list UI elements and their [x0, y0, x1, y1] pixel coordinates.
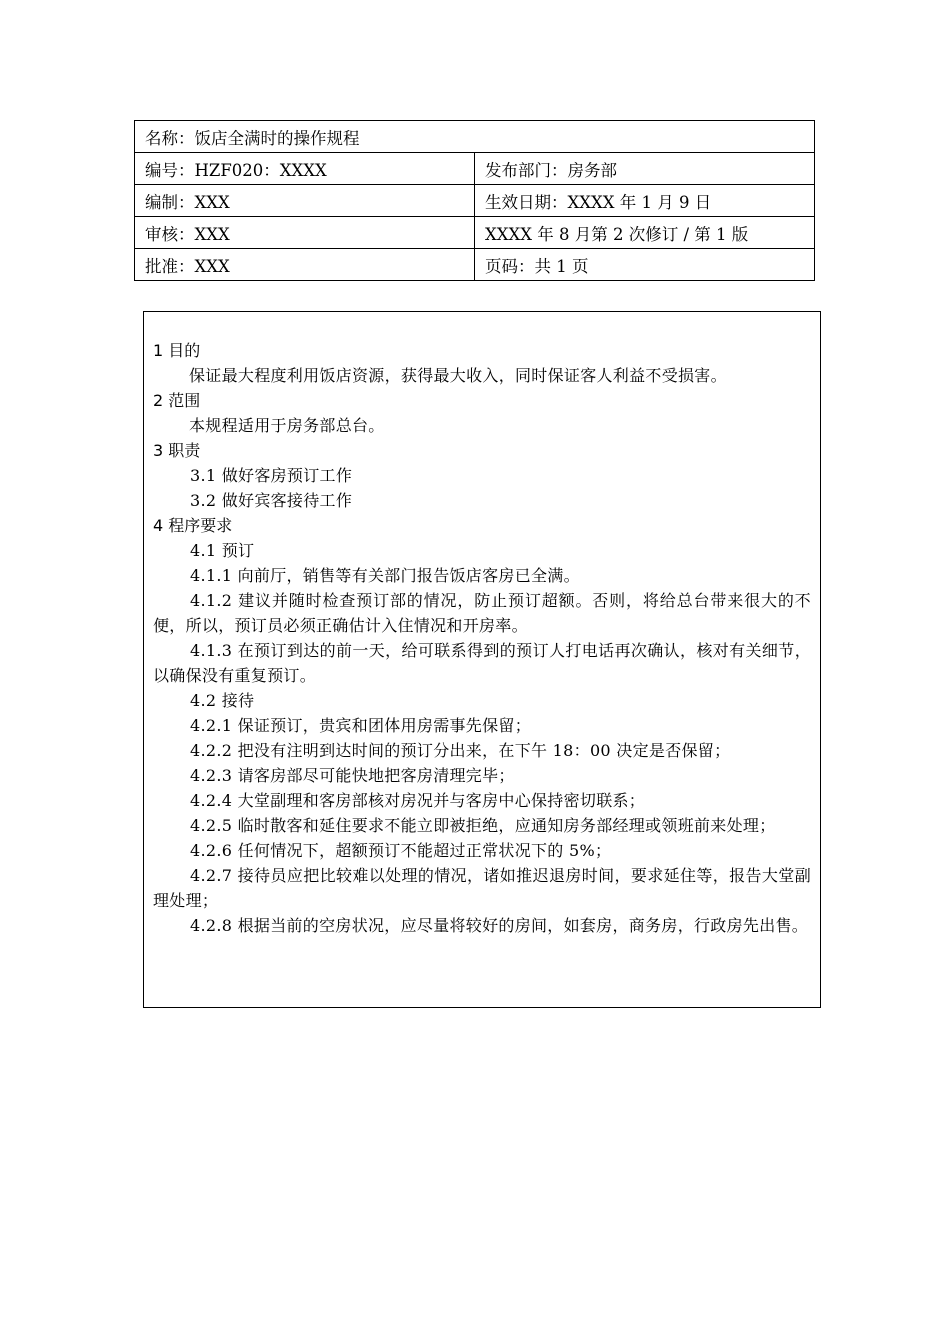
- paragraph: 4.1.2 建议并随时检查预订部的情况，防止预订超额。否则，将给总台带来很大的不便，所以，预订员必须正确估计入住情况和开房率。: [153, 591, 811, 635]
- paragraph: 4.2.4 大堂副理和客房部核对房况并与客房中心保持密切联系；: [190, 791, 646, 810]
- paragraph: 4.2.1 保证预订，贵宾和团体用房需事先保留；: [190, 716, 531, 735]
- paragraph: 本规程适用于房务部总台。: [189, 416, 385, 435]
- section-heading: 1 目的: [153, 341, 201, 360]
- paragraph: 4.1.3 在预订到达的前一天，给可联系得到的预订人打电话再次确认，核对有关细节，以确保没有重复预订。: [153, 641, 811, 685]
- table-row: [135, 185, 815, 217]
- revision-info: XXXX 年 8 月第 2 次修订 / 第 1 版: [475, 217, 815, 249]
- reviewer: 审核：XXX: [135, 217, 475, 249]
- section-heading: 2 范围: [153, 391, 201, 410]
- document-name: 名称：饭店全满时的操作规程: [135, 121, 815, 153]
- paragraph: 3.1 做好客房预订工作: [190, 466, 353, 485]
- header-table: [134, 120, 815, 281]
- paragraph: 4.1.1 向前厅，销售等有关部门报告饭店客房已全满。: [190, 566, 580, 585]
- paragraph: 4.2.5 临时散客和延住要求不能立即被拒绝，应通知房务部经理或领班前来处理；: [190, 816, 776, 835]
- document-number: 编号：HZF020：XXXX: [135, 153, 475, 185]
- section-heading: 3 职责: [153, 441, 201, 460]
- issuing-department: 发布部门：房务部: [475, 153, 815, 185]
- paragraph: 4.2 接待: [190, 691, 255, 710]
- paragraph: 4.2.3 请客房部尽可能快地把客房清理完毕；: [190, 766, 515, 785]
- table-row: [135, 249, 815, 281]
- page-count: 页码：共 1 页: [475, 249, 815, 281]
- paragraph: 4.2.2 把没有注明到达时间的预订分出来，在下午 18：00 决定是否保留；: [190, 741, 731, 760]
- procedure-content: [143, 311, 821, 1008]
- table-row: [135, 121, 815, 153]
- table-row: [135, 153, 815, 185]
- paragraph: 4.2.6 任何情况下，超额预订不能超过正常状况下的 5%；: [190, 841, 612, 860]
- paragraph: 4.1 预订: [190, 541, 255, 560]
- approver: 批准：XXX: [135, 249, 475, 281]
- table-row: [135, 217, 815, 249]
- paragraph: 3.2 做好宾客接待工作: [190, 491, 353, 510]
- effective-date: 生效日期：XXXX 年 1 月 9 日: [475, 185, 815, 217]
- paragraph: 4.2.8 根据当前的空房状况，应尽量将较好的房间，如套房，商务房，行政房先出售。: [190, 916, 809, 935]
- paragraph: 4.2.7 接待员应把比较难以处理的情况，诸如推迟退房时间，要求延住等，报告大堂副理处理；: [153, 866, 811, 910]
- author: 编制：XXX: [135, 185, 475, 217]
- paragraph: 保证最大程度利用饭店资源，获得最大收入，同时保证客人利益不受损害。: [189, 366, 727, 385]
- section-heading: 4 程序要求: [153, 516, 233, 535]
